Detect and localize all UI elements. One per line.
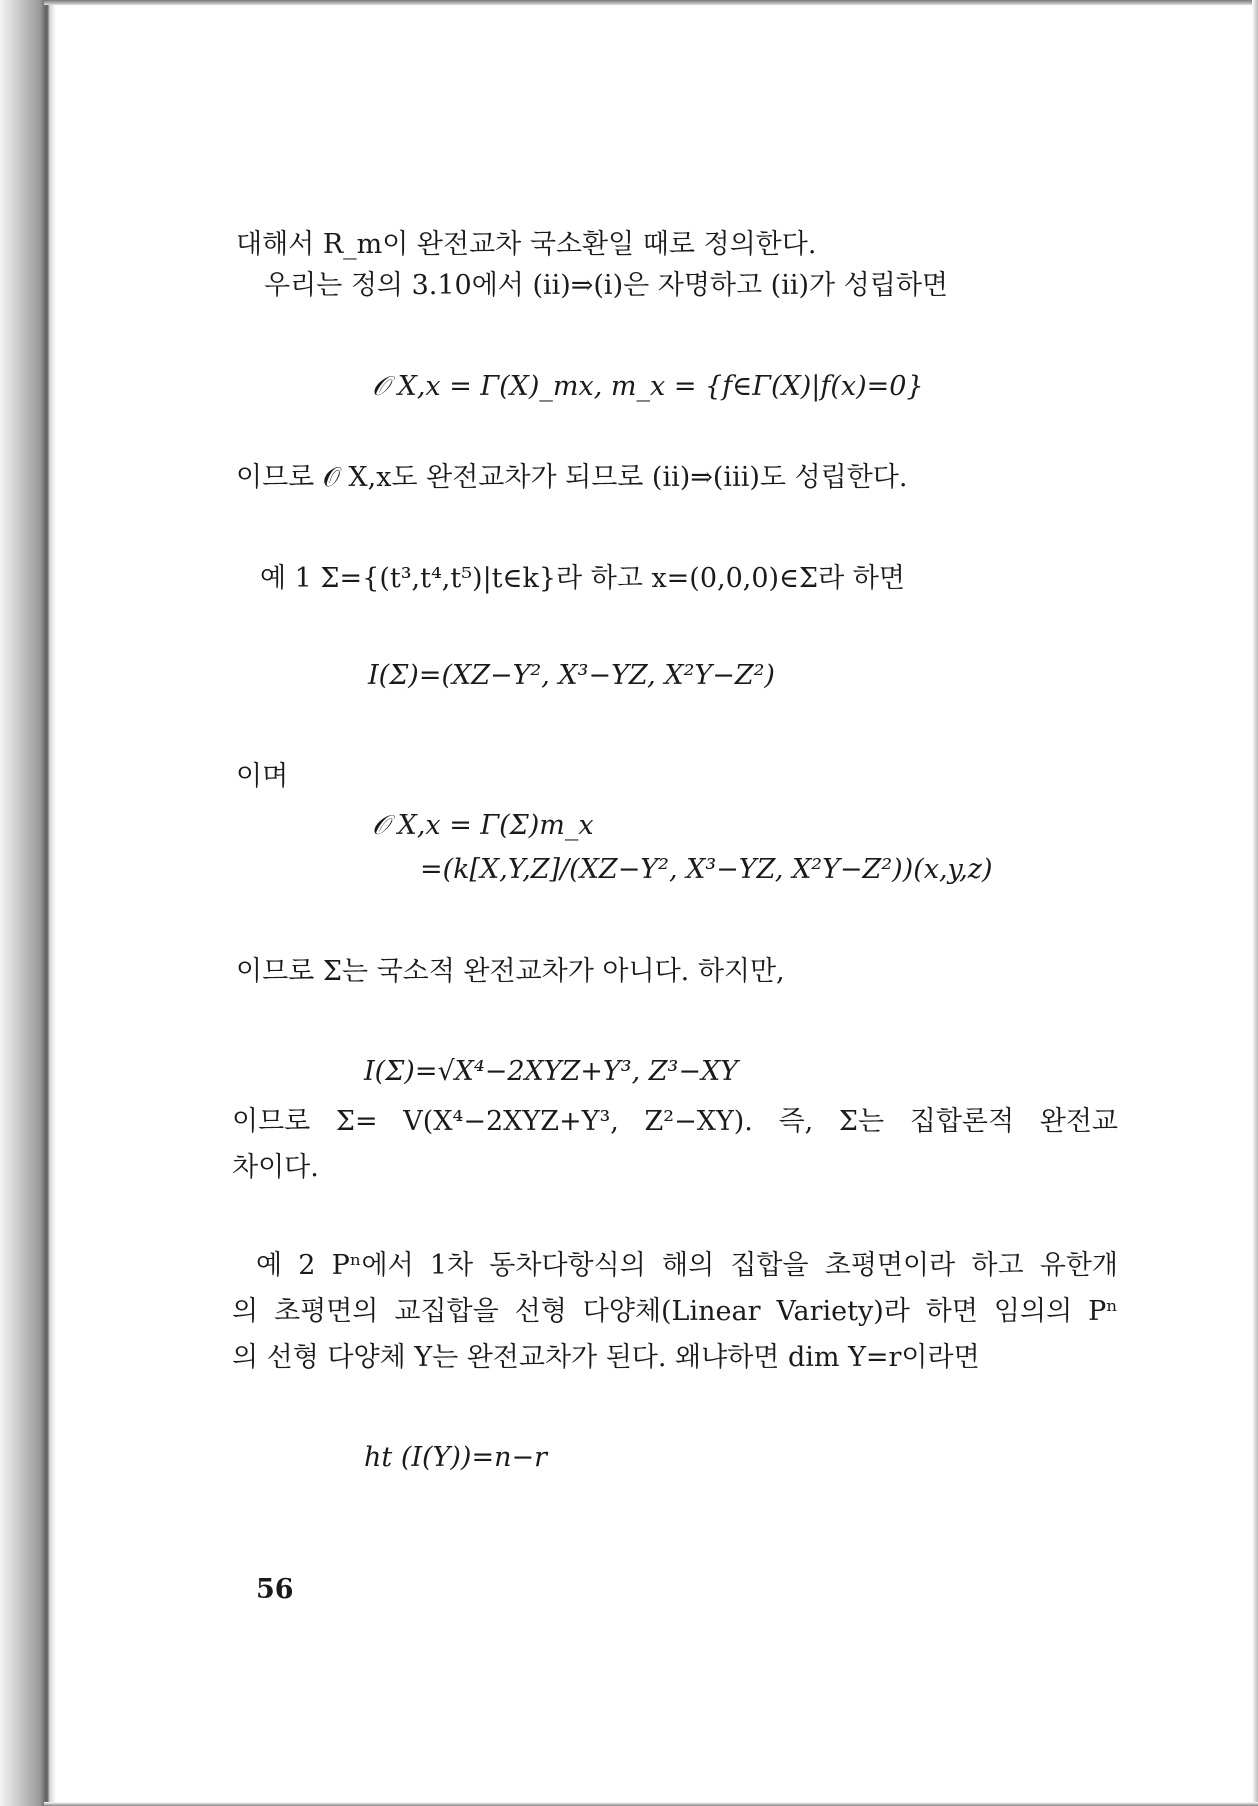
page-top-edge	[44, 0, 1258, 5]
equation-4: I(Σ)=√X⁴−2XYZ+Y³, Z³−XY	[364, 1056, 738, 1087]
equation-2: I(Σ)=(XZ−Y², X³−YZ, X²Y−Z²)	[368, 660, 775, 691]
example-2-line-3: 의 선형 다양체 Y는 완전교차가 된다. 왜냐하면 dim Y=r이라면	[232, 1342, 980, 1373]
page-bottom-edge	[44, 1802, 1258, 1806]
text-line-7: 차이다.	[232, 1152, 319, 1183]
page-right-edge	[1252, 0, 1258, 1806]
example-2-line-1: 예 2 Pⁿ에서 1차 동차다항식의 해의 집합을 초평면이라 하고 유한개	[256, 1250, 1118, 1281]
page-left-edge-shadow	[0, 0, 56, 1806]
equation-3-line-2: =(k[X,Y,Z]/(XZ−Y², X³−YZ, X²Y−Z²))(x,y,z)	[420, 854, 993, 885]
text-line-5: 이므로 Σ는 국소적 완전교차가 아니다. 하지만,	[236, 956, 785, 987]
text-line-6: 이므로 Σ= V(X⁴−2XYZ+Y³, Z²−XY). 즉, Σ는 집합론적 완전교	[232, 1106, 1118, 1137]
equation-3-line-1: 𝒪 X,x = Γ(Σ)m_x	[372, 810, 594, 841]
example-1-line: 예 1 Σ={(t³,t⁴,t⁵)|t∈k}라 하고 x=(0,0,0)∈Σ라 하면	[260, 563, 905, 594]
equation-1: 𝒪 X,x = Γ(X)_mx, m_x = {f∈Γ(X)|f(x)=0}	[372, 371, 924, 402]
example-2-line-2: 의 초평면의 교집합을 선형 다양체(Linear Variety)라 하면 임의의 Pⁿ	[232, 1296, 1118, 1327]
text-line-1: 대해서 R_m이 완전교차 국소환일 때로 정의한다.	[236, 229, 817, 260]
text-line-4: 이며	[236, 761, 289, 792]
page-number: 56	[256, 1574, 294, 1605]
equation-5: ht (I(Y))=n−r	[364, 1442, 547, 1473]
text-line-2: 우리는 정의 3.10에서 (ii)⇒(i)은 자명하고 (ii)가 성립하면	[264, 270, 949, 301]
text-line-3: 이므로 𝒪 X,x도 완전교차가 되므로 (ii)⇒(iii)도 성립한다.	[236, 462, 908, 493]
